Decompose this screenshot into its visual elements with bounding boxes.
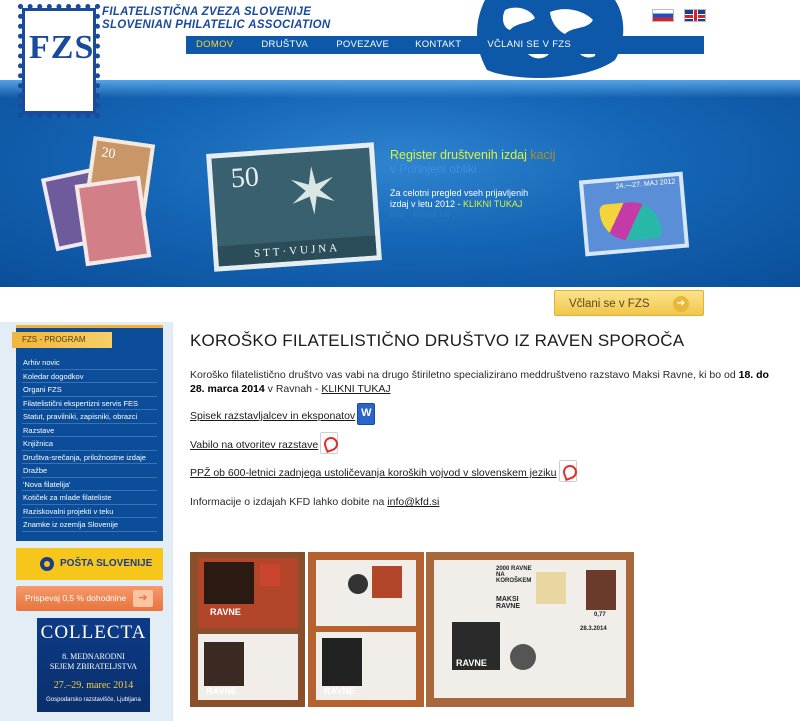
photo3-flower-stamp <box>536 572 566 604</box>
ppz-link[interactable]: PPŽ ob 600-letnici zadnjega ustoličevanja koroških vojvod v slovenskem jeziku <box>190 467 557 479</box>
collecta-banner[interactable] <box>37 618 150 712</box>
photo3-ravne-label: RAVNE <box>456 658 487 668</box>
doc-link-row-invitation <box>190 432 338 454</box>
program-menu <box>16 325 163 541</box>
banner-note <box>390 188 555 210</box>
collecta-subtitle <box>37 652 150 672</box>
menu-item-organi-fzs[interactable]: Organi FZS <box>22 383 157 397</box>
menu-item-drazbe[interactable]: Dražbe <box>22 464 157 478</box>
photo3-postmark-date: 28.3.2014 <box>580 626 607 632</box>
menu-item-razstave[interactable]: Razstave <box>22 424 157 438</box>
exhibition-photo-1[interactable] <box>190 552 305 707</box>
menu-item-koledar-dogodkov[interactable]: Koledar dogodkov <box>22 370 157 384</box>
photo1-stamp <box>260 564 280 586</box>
intro-dates: 18. do 28. marca 2014 <box>190 369 769 395</box>
banner-glow <box>0 80 800 98</box>
article-intro <box>190 368 770 396</box>
collecta-line1: 8. MEDNARODNI <box>62 652 125 661</box>
word-doc-icon[interactable] <box>357 403 375 425</box>
stamp-fish-image <box>206 142 382 271</box>
intro-text-2: v Ravnah - <box>264 383 322 395</box>
join-fzs-label: Včlani se v FZS <box>569 298 650 310</box>
stamp-red-image <box>75 176 152 266</box>
photo2-cover-art <box>372 566 402 598</box>
doc-link-row-exhibitors <box>190 403 375 425</box>
nav-domov[interactable]: DOMOV <box>196 39 234 50</box>
menu-item-nova-filatelija[interactable]: 'Nova filatelija' <box>22 478 157 492</box>
photo2-cover-bottom-art <box>322 638 362 686</box>
arrow-right-icon: ➔ <box>133 590 153 607</box>
banner-text <box>390 148 555 220</box>
menu-item-koticek[interactable]: Kotiček za mlade filateliste <box>22 491 157 505</box>
collecta-line2: SEJEM ZBIRATELJSTVA <box>49 662 138 671</box>
nav-kontakt[interactable]: KONTAKT <box>415 39 462 50</box>
english-flag-icon[interactable] <box>684 9 706 22</box>
slovenian-flag-icon[interactable] <box>652 9 674 22</box>
photo1-ravne-label: RAVNE <box>210 607 241 617</box>
photo1-cover-art <box>204 562 254 604</box>
nav-vclani-se[interactable]: VČLANI SE V FZS <box>487 39 572 50</box>
exhibition-photo-3[interactable] <box>426 552 634 707</box>
menu-item-arhiv-novic[interactable]: Arhiv novic <box>22 356 157 370</box>
logo-text: FZS <box>29 29 95 66</box>
stamp-small-value: 20 <box>100 145 117 163</box>
starfish-icon: ✶ <box>283 153 343 230</box>
banner-note-line2 <box>390 199 555 210</box>
fzs-logo[interactable] <box>22 8 96 114</box>
donate-label: Prispevaj 0,5 % dohodnine <box>25 593 127 603</box>
banner-note-prefix: izdaj v letu 2012 - <box>390 199 464 209</box>
posta-label: POŠTA SLOVENIJE <box>60 558 153 569</box>
hero-banner[interactable] <box>0 80 800 287</box>
org-name-slovenian: FILATELISTIČNA ZVEZA SLOVENIJE <box>102 6 312 18</box>
stamp-fish-value: 50 <box>229 161 260 195</box>
organization-title <box>102 6 331 32</box>
program-menu-list <box>22 356 157 532</box>
article-title: KOROŠKO FILATELISTIČNO DRUŠTVO IZ RAVEN SPOROČA <box>190 331 685 350</box>
photo2-postmark <box>348 574 368 594</box>
stamp-fish-caption: STT·VUJNA <box>218 235 377 266</box>
org-name-english: SLOVENIAN PHILATELIC ASSOCIATION <box>102 19 331 31</box>
nav-povezave[interactable]: POVEZAVE <box>336 39 390 50</box>
collecta-venue: Gospodarsko razstavišče, Ljubljana <box>46 697 141 703</box>
language-switcher <box>652 9 712 27</box>
intro-text-1: Koroško filatelistično društvo vas vabi na drugo štiriletno specializirano meddruštveno razstavo Maksi Ravne, ki bo od <box>190 369 739 381</box>
donate-tax-button[interactable] <box>16 586 163 611</box>
nav-drustva[interactable]: DRUŠTVA <box>261 39 309 50</box>
stage-graphic <box>599 200 662 243</box>
menu-item-drustva-srecanja[interactable]: Društva-srečanja, priložnostne izdaje <box>22 451 157 465</box>
invitation-link[interactable]: Vabilo na otvoritev razstave <box>190 439 319 451</box>
menu-item-raziskovalni[interactable]: Raziskovalni projekti v teku <box>22 505 157 519</box>
banner-click-link[interactable]: KLIKNI TUKAJ <box>463 199 523 209</box>
intro-click-link[interactable]: KLIKNI TUKAJ <box>321 383 391 395</box>
info-prefix: Informacije o izdajah KFD lahko dobite na <box>190 496 388 508</box>
exhibition-photo-2[interactable] <box>308 552 424 707</box>
doc-link-row-ppz <box>190 460 577 482</box>
stamp-stage-date: 24.—27. MAJ 2012 <box>615 178 676 191</box>
banner-note-line1: Za celotni pregled vseh prijavljenih <box>390 188 529 198</box>
site-header <box>0 0 800 80</box>
stamp-stage-image <box>579 172 689 257</box>
photo3-figure-stamp <box>586 570 616 610</box>
post-horn-icon <box>40 557 54 571</box>
banner-title-faded: kacij <box>530 148 556 162</box>
program-menu-title: FZS - PROGRAM <box>12 332 112 348</box>
photo1-cover-bottom-art <box>204 642 244 686</box>
info-line <box>190 496 439 508</box>
menu-item-knjiznica[interactable]: Knjižnica <box>22 437 157 451</box>
collecta-title: COLLECTA <box>40 622 147 643</box>
exhibitors-list-link[interactable]: Spisek razstavljalcev in eksponatov <box>190 410 356 422</box>
photo2-ravne-label: RAVNE <box>324 686 355 696</box>
collecta-date: 27.–29. marec 2014 <box>53 680 134 691</box>
arrow-right-icon: ➔ <box>673 296 689 312</box>
banner-title <box>390 148 555 162</box>
info-email-link[interactable]: info@kfd.si <box>387 496 440 508</box>
menu-item-fes[interactable]: Filatelistični ekspertizni servis FES <box>22 397 157 411</box>
banner-subtitle: v Pdrinjeni obliki <box>390 162 477 176</box>
photo3-stamp-value: 0,77 <box>594 612 606 618</box>
menu-item-znamke[interactable]: Znamke iz ozemlja Slovenije <box>22 518 157 532</box>
banner-faint-text: brati - kliknite kaj ... <box>390 210 459 219</box>
photo3-card-sub: MAKSI RAVNE <box>496 596 520 610</box>
top-navigation <box>186 36 704 54</box>
menu-item-statut[interactable]: Statut, pravilniki, zapisniki, obrazci <box>22 410 157 424</box>
photo3-postmark <box>510 644 536 670</box>
photo1-ravne-label-2: RAVNE <box>206 686 237 696</box>
pdf-icon[interactable] <box>559 460 577 482</box>
photo3-card-title: 2000 RAVNE NA KOROŠKEM <box>496 566 532 584</box>
posta-slovenije-banner[interactable] <box>16 548 163 580</box>
banner-title-main: Register društvenih izdaj <box>390 148 527 162</box>
pdf-icon[interactable] <box>320 432 338 454</box>
join-fzs-button[interactable] <box>554 290 704 316</box>
